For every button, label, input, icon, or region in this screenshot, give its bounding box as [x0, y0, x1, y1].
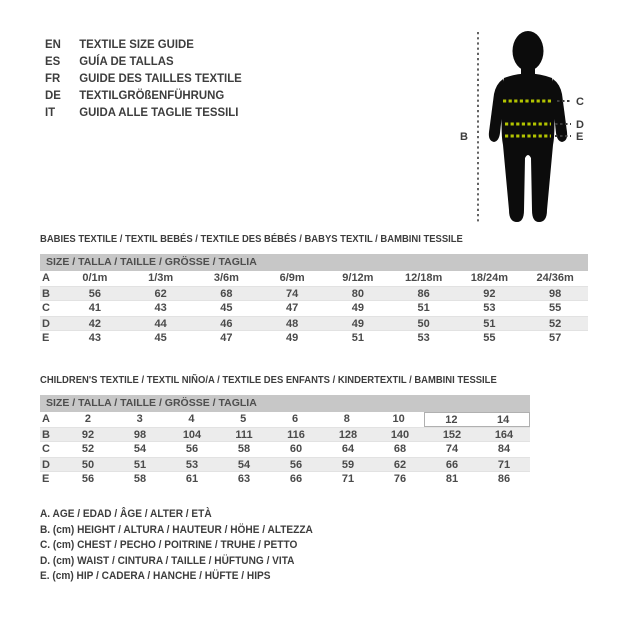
legend-item: D. (cm) WAIST / CINTURA / TAILLE / HÜFTUNG / VITA [40, 554, 295, 567]
children-size-table [40, 395, 530, 487]
babies-size-table [40, 254, 588, 346]
highlighted-size-cell: 12 [424, 412, 477, 427]
table-cell: 53 [417, 332, 430, 344]
table-cell: 98 [549, 288, 562, 300]
table-row [40, 316, 588, 331]
table-row [40, 412, 530, 427]
language-title: GUIDA ALLE TAGLIE TESSILI [79, 105, 239, 119]
table-cell: 92 [81, 429, 95, 441]
babies-section [40, 233, 588, 346]
table-cell: 47 [286, 302, 299, 314]
row-label-cell: E [42, 332, 50, 344]
table-cell: 86 [417, 288, 430, 300]
height-label: B [460, 131, 468, 143]
table-cell: 42 [88, 318, 101, 330]
table-cell: 92 [483, 288, 496, 300]
legend-item: E. (cm) HIP / CADERA / HANCHE / HÜFTE / HIPS [40, 570, 271, 582]
table-cell: 56 [81, 473, 95, 485]
table-cell: 57 [549, 332, 562, 344]
table-cell: 56 [289, 459, 303, 471]
table-cell: 52 [549, 318, 562, 330]
table-cell: 3 [136, 413, 143, 425]
table-cell: 152 [442, 429, 462, 441]
language-row [45, 88, 242, 105]
table-cell: 55 [483, 332, 496, 344]
size-figure [458, 10, 603, 230]
table-cell: 111 [235, 429, 253, 441]
table-cell: 5 [240, 413, 247, 425]
babies-section-title: BABIES TEXTILE / TEXTIL BEBÉS / TEXTILE DES BÉBÉS / BABYS TEXTIL / BAMBINI TESSILE [40, 233, 463, 245]
table-cell: 81 [445, 473, 459, 485]
table-cell: 64 [341, 443, 355, 455]
table-cell: 45 [220, 302, 233, 314]
legend-item: C. (cm) CHEST / PECHO / POITRINE / TRUHE / PETTO [40, 539, 298, 551]
silhouette-left-arm [489, 79, 504, 142]
table-cell: 63 [237, 473, 251, 485]
size-table-header: SIZE / TALLA / TAILLE / GRÖSSE / TAGLIA [40, 395, 530, 412]
table-cell: 50 [417, 318, 430, 330]
table-cell: 52 [81, 443, 95, 455]
table-cell: 12/18m [404, 272, 443, 284]
size-table-header: SIZE / TALLA / TAILLE / GRÖSSE / TAGLIA [40, 254, 588, 271]
row-label-cell: A [42, 413, 50, 425]
table-cell: 56 [88, 288, 101, 300]
table-cell: 61 [185, 473, 199, 485]
table-cell: 164 [494, 429, 514, 441]
table-row [40, 301, 588, 316]
table-row [40, 427, 530, 442]
language-list [45, 37, 252, 122]
table-cell: 116 [287, 429, 305, 441]
table-cell: 71 [497, 459, 511, 471]
table-cell: 56 [185, 443, 199, 455]
chest-label: C [576, 96, 584, 108]
language-title: TEXTILE SIZE GUIDE [79, 37, 194, 51]
language-code: DE [45, 88, 61, 102]
row-label-cell: C [42, 443, 50, 455]
table-cell: 3/6m [213, 272, 239, 284]
table-cell: 24/36m [536, 272, 574, 284]
row-label-cell: C [42, 302, 50, 314]
table-cell: 48 [286, 318, 299, 330]
table-cell: 59 [341, 459, 355, 471]
table-cell: 8 [343, 413, 350, 425]
table-cell: 128 [338, 429, 358, 441]
table-cell: 1/3m [148, 272, 174, 284]
table-cell: 6/9m [279, 272, 305, 284]
language-title: TEXTILGRÖßENFÜHRUNG [79, 88, 225, 102]
table-cell: 49 [351, 318, 364, 330]
table-cell: 47 [220, 332, 233, 344]
table-cell: 74 [445, 443, 459, 455]
table-cell: 66 [289, 473, 303, 485]
silhouette-torso-legs [501, 74, 556, 223]
table-cell: 51 [483, 318, 496, 330]
table-cell: 51 [417, 302, 430, 314]
legend-list [40, 507, 337, 585]
table-cell: 43 [88, 332, 101, 344]
language-code: IT [45, 105, 56, 119]
table-row [40, 286, 588, 301]
table-cell: 54 [133, 443, 147, 455]
silhouette-right-arm [553, 79, 568, 142]
row-label-cell: D [42, 318, 50, 330]
table-cell: 66 [445, 459, 459, 471]
table-row [40, 442, 530, 457]
table-cell: 53 [185, 459, 199, 471]
table-row [40, 331, 588, 346]
table-cell: 68 [393, 443, 407, 455]
table-cell: 2 [84, 413, 91, 425]
table-cell: 76 [393, 473, 407, 485]
language-code: EN [45, 37, 61, 51]
table-cell: 53 [483, 302, 496, 314]
row-label-cell: A [42, 272, 50, 284]
table-cell: 68 [220, 288, 233, 300]
table-cell: 6 [291, 413, 299, 425]
row-label-cell: B [42, 429, 50, 441]
table-cell: 58 [237, 443, 251, 455]
language-row [45, 105, 242, 122]
child-silhouette-figure [458, 10, 603, 230]
table-row [40, 472, 530, 487]
language-title: GUÍA DE TALLAS [79, 54, 174, 68]
row-label-cell: B [42, 288, 50, 300]
table-cell: 62 [393, 459, 407, 471]
table-cell: 4 [188, 413, 195, 425]
row-label-cell: E [42, 473, 50, 485]
table-cell: 46 [220, 318, 233, 330]
row-label-cell: D [42, 459, 50, 471]
table-cell: 55 [549, 302, 562, 314]
table-row [40, 271, 588, 286]
silhouette-neck [521, 64, 535, 74]
legend-item: A. AGE / EDAD / ÂGE / ALTER / ETÀ [40, 508, 212, 520]
table-cell: 62 [154, 288, 167, 300]
table-cell: 10 [392, 413, 405, 425]
table-cell: 86 [497, 473, 511, 485]
table-cell: 74 [286, 288, 299, 300]
table-cell: 45 [154, 332, 167, 344]
table-cell: 140 [390, 429, 410, 441]
highlighted-size-cell: 14 [477, 412, 530, 427]
table-cell: 49 [351, 302, 364, 314]
language-code: FR [45, 71, 61, 85]
table-cell: 60 [289, 443, 303, 455]
table-cell: 71 [341, 473, 355, 485]
table-cell: 0/1m [82, 272, 108, 284]
table-cell: 58 [133, 473, 147, 485]
hip-label: E [576, 131, 584, 143]
table-cell: 84 [497, 443, 511, 455]
table-cell: 98 [133, 429, 147, 441]
table-cell: 54 [237, 459, 251, 471]
table-cell: 44 [154, 318, 167, 330]
table-cell: 104 [182, 429, 202, 441]
table-cell: 51 [133, 459, 147, 471]
children-section [40, 374, 530, 487]
language-title: GUIDE DES TAILLES TEXTILE [79, 71, 242, 85]
children-section-title: CHILDREN'S TEXTILE / TEXTIL NIÑO/A / TEXTILE DES ENFANTS / KINDERTEXTIL / BAMBINI TESSILE [40, 374, 497, 386]
table-row [40, 457, 530, 472]
table-cell: 50 [81, 459, 95, 471]
table-cell: 49 [286, 332, 299, 344]
table-cell: 18/24m [470, 272, 509, 284]
child-silhouette [489, 31, 567, 222]
waist-label: D [576, 119, 584, 131]
table-cell: 9/12m [342, 272, 374, 284]
language-row [45, 37, 242, 54]
legend-item: B. (cm) HEIGHT / ALTURA / HAUTEUR / HÖHE / ALTEZZA [40, 523, 313, 536]
table-cell: 80 [351, 288, 364, 300]
table-cell: 51 [351, 332, 364, 344]
language-row [45, 71, 242, 88]
table-cell: 41 [88, 302, 101, 314]
language-code: ES [45, 54, 61, 68]
table-cell: 43 [154, 302, 167, 314]
language-row [45, 54, 242, 71]
